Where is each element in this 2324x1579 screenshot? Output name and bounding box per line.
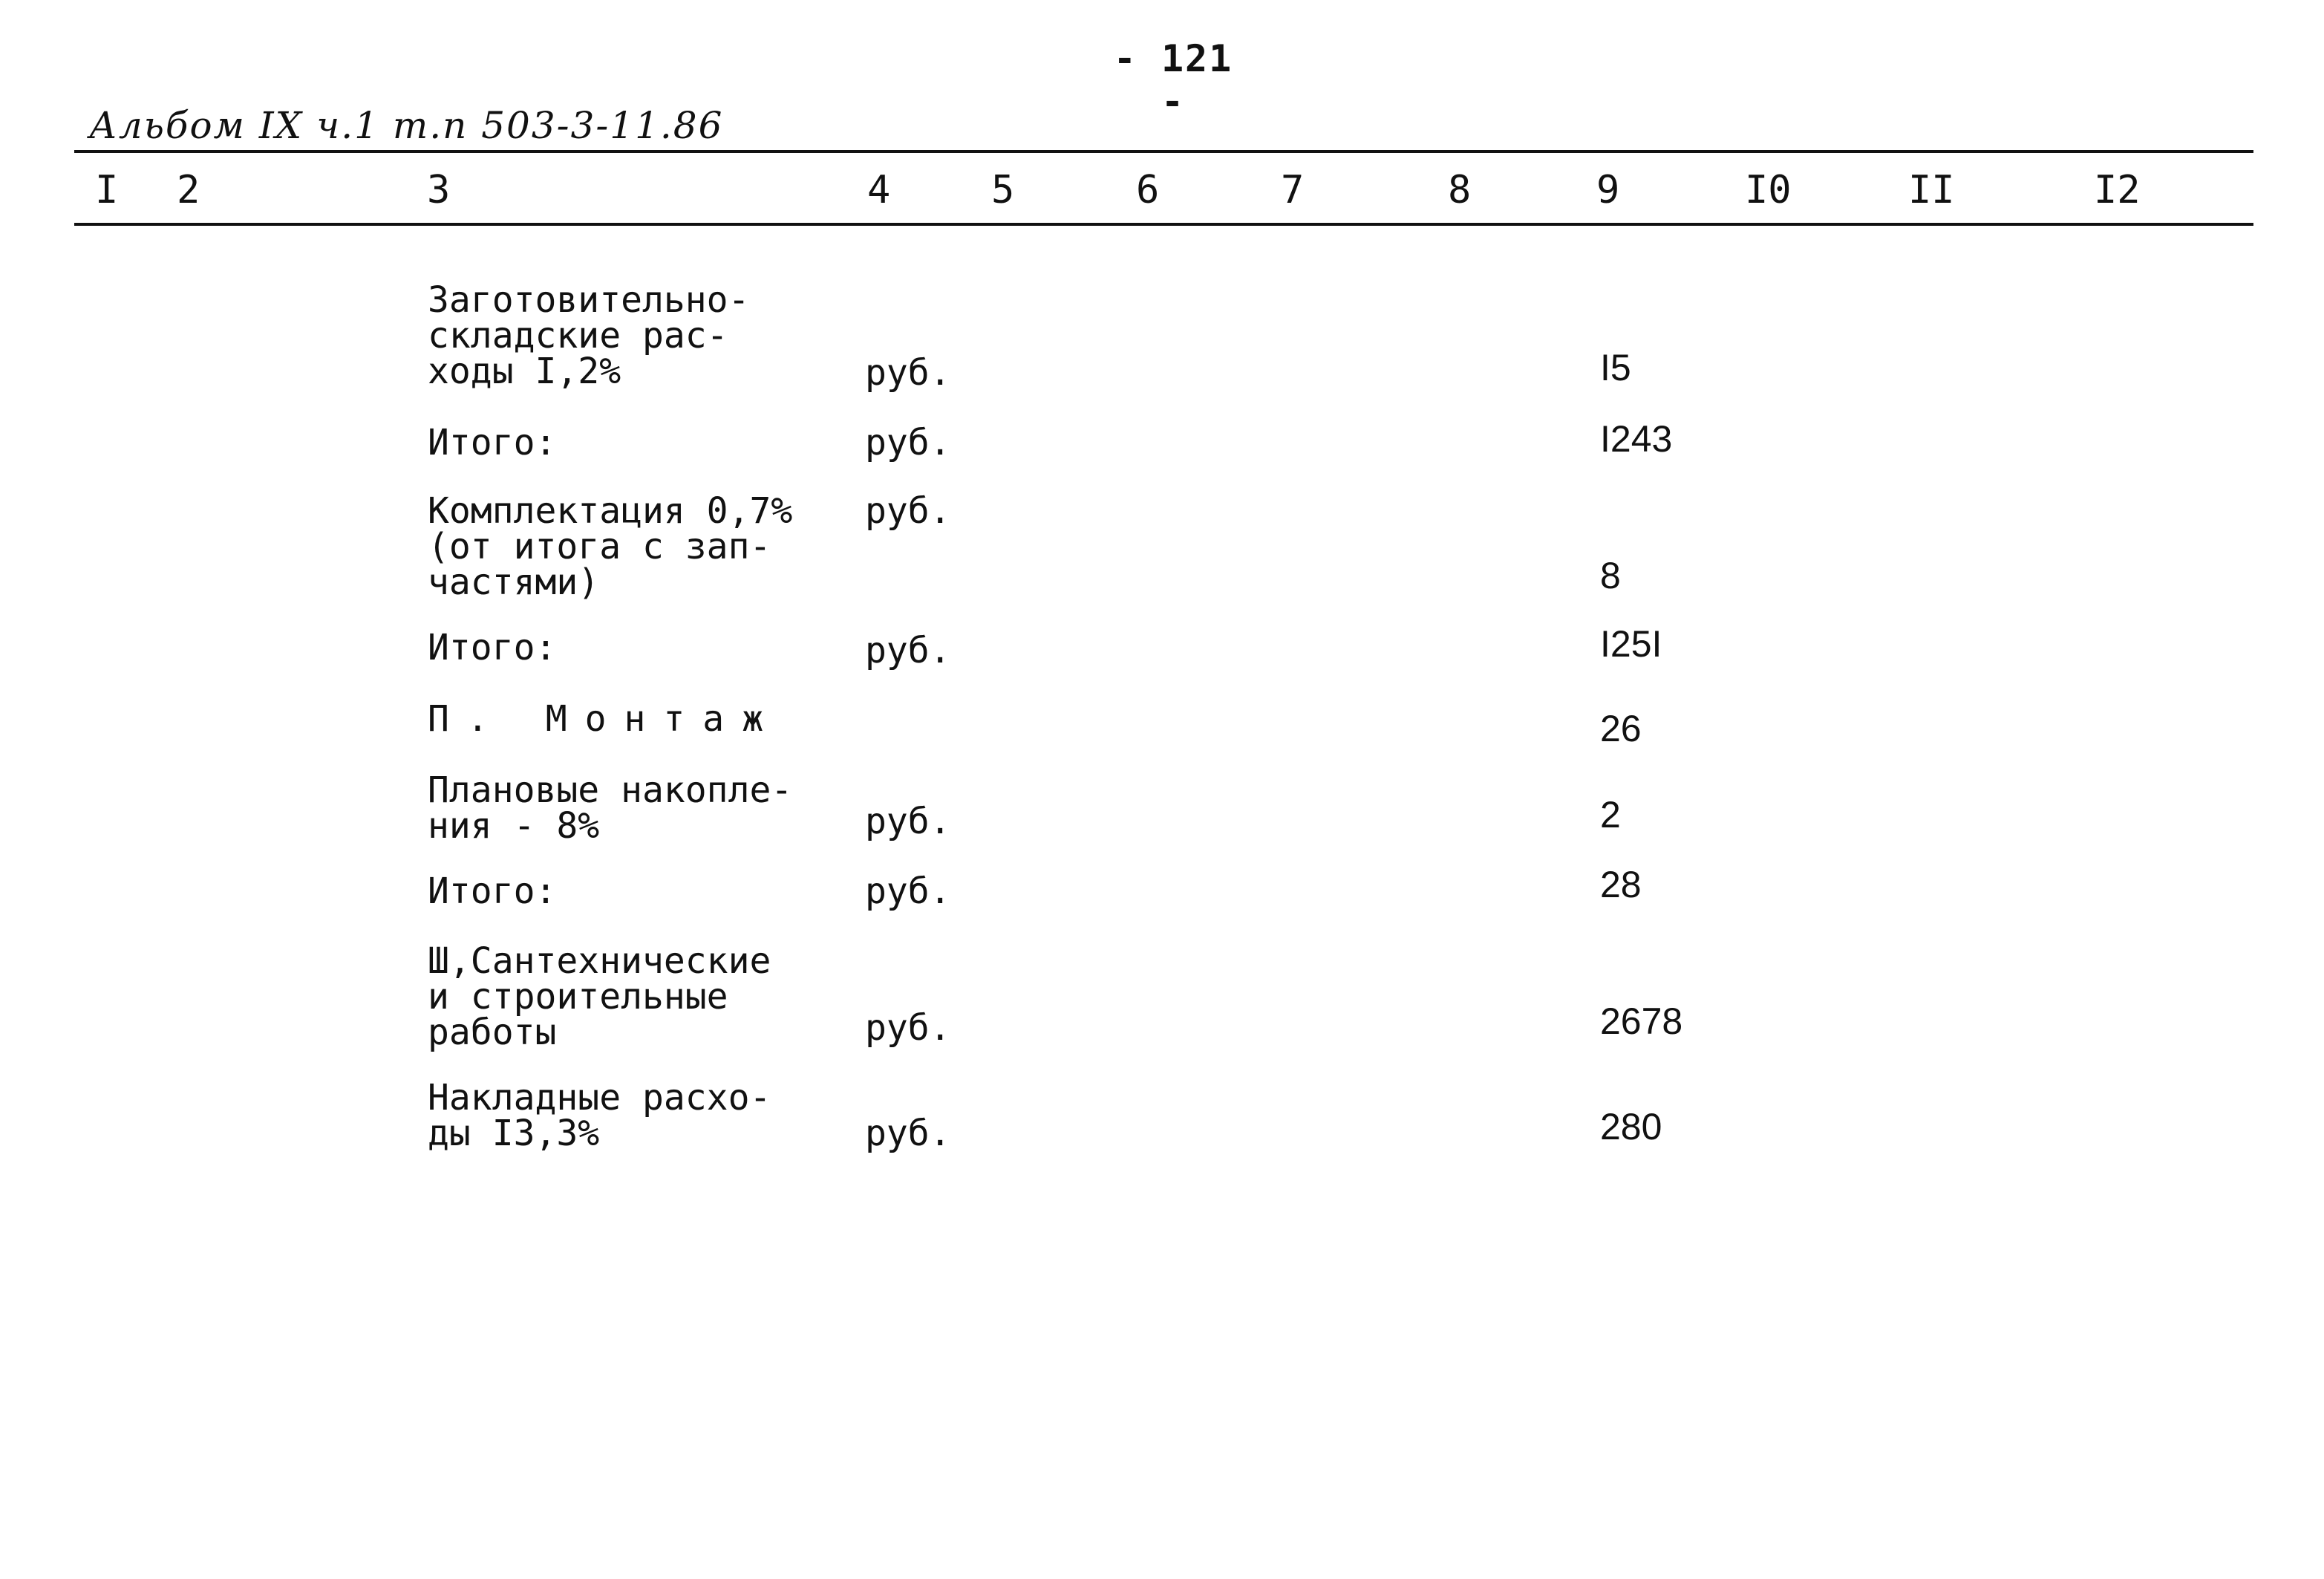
album-handwritten-note: Альбом IX ч.1 т.п 503-3-11.86 — [89, 104, 724, 147]
row-value: I5 — [1600, 347, 1631, 388]
table-header-bottom-rule — [74, 223, 2253, 226]
row-value: 2 — [1600, 794, 1621, 836]
section-heading-montazh: П. Монтаж — [428, 698, 782, 740]
column-header: I2 — [2094, 168, 2141, 212]
column-header: 3 — [427, 168, 451, 212]
column-header: 8 — [1448, 168, 1472, 212]
row-description: Плановые накопле- ния - 8% — [428, 769, 793, 847]
row-unit: руб. — [865, 630, 951, 671]
column-header: 5 — [991, 168, 1015, 212]
row-value: 280 — [1600, 1106, 1662, 1147]
column-header: I0 — [1745, 168, 1792, 212]
row-value: 28 — [1600, 864, 1642, 905]
row-unit: руб. — [865, 490, 951, 532]
column-header: 4 — [867, 168, 891, 212]
row-unit: руб. — [865, 1007, 951, 1049]
row-unit: руб. — [865, 801, 951, 842]
row-unit: руб. — [865, 422, 951, 463]
column-header: 2 — [177, 168, 200, 212]
table-header-top-rule — [74, 150, 2253, 153]
row-unit: руб. — [865, 870, 951, 912]
column-header: 7 — [1281, 168, 1305, 212]
row-unit: руб. — [865, 352, 951, 394]
section-heading-santekh: Ш,Сантехнические и строительные работы — [428, 940, 771, 1053]
row-description: Комплектация 0,7% (от итога с зап- частями) — [428, 490, 793, 603]
row-value: 8 — [1600, 555, 1621, 596]
row-description: Накладные расхо- ды I3,3% — [428, 1077, 771, 1154]
column-header: I — [95, 168, 119, 212]
row-description: Итого: — [428, 627, 557, 668]
row-description: Заготовительно- складские рас- ходы I,2% — [428, 279, 750, 392]
row-description: Итого: — [428, 870, 557, 912]
row-value: 2678 — [1600, 1000, 1683, 1042]
row-unit: руб. — [865, 1113, 951, 1154]
column-header: II — [1908, 168, 1955, 212]
column-header: 6 — [1136, 168, 1160, 212]
row-value: I25I — [1600, 623, 1662, 665]
column-header: 9 — [1596, 168, 1620, 212]
row-value: 26 — [1600, 708, 1642, 749]
page-number: - 121 - — [1113, 37, 1233, 123]
row-value: I243 — [1600, 418, 1673, 460]
row-description: Итого: — [428, 422, 557, 463]
